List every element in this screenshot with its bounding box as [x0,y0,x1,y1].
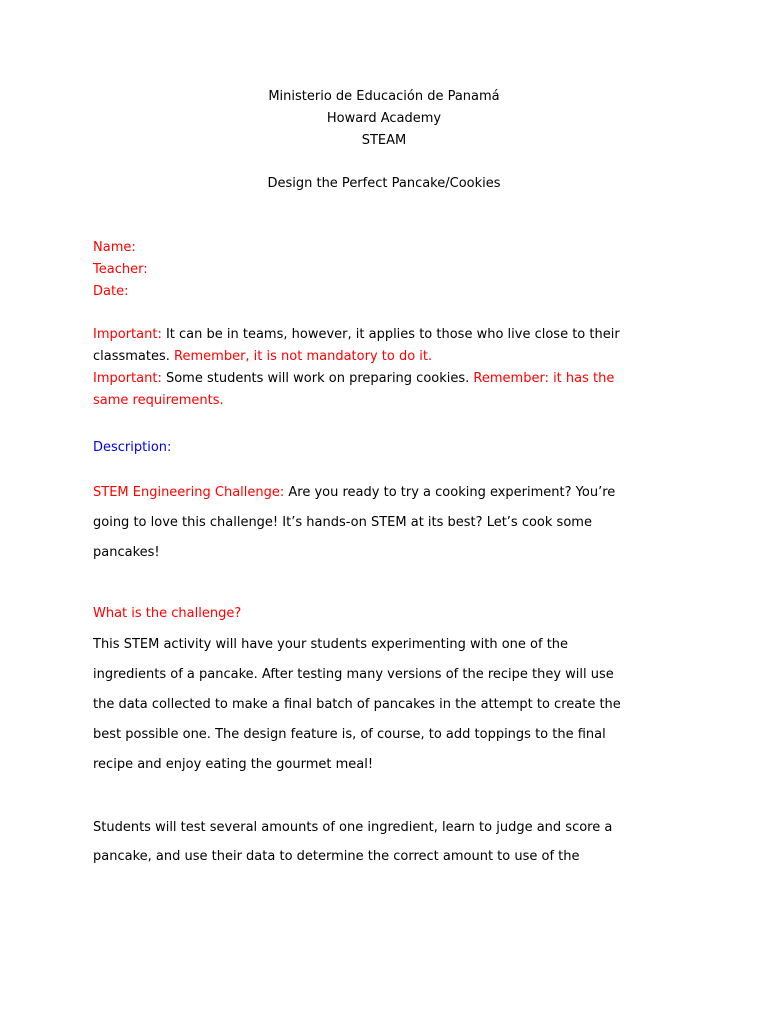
date-label: Date: [93,284,129,299]
document-title: Design the Perfect Pancake/Cookies [267,176,501,191]
challenge-line: the data collected to make a final batch of pancakes in the attempt to create the [93,697,621,712]
important-note-2-line-2: same requirements. [93,393,224,408]
program-line: STEAM [361,133,407,148]
stem-paragraph-line-1 [93,485,615,500]
description-heading: Description: [93,440,172,455]
remember-note: Remember: it has the [473,371,615,386]
remember-note: Remember, it is not mandatory to do it. [174,349,433,364]
ministry-line: Ministerio de Educación de Panamá [268,89,500,104]
stem-paragraph-line-2: going to love this challenge! It’s hands-on STEM at its best? Let’s cook some [93,515,592,530]
important-text: It can be in teams, however, it applies to those who live close to their [161,327,620,342]
important-text: Some students will work on preparing cookies. [161,371,474,386]
students-line: pancake, and use their data to determine the correct amount to use of the [93,849,580,864]
students-line: Students will test several amounts of one ingredient, learn to judge and score a [93,820,613,835]
challenge-line: recipe and enjoy eating the gourmet meal! [93,757,374,772]
important-note-2-line-1 [93,371,614,386]
stem-paragraph-line-3: pancakes! [93,545,160,560]
important-label: Important: [93,327,162,342]
teacher-label: Teacher: [93,262,148,277]
school-line: Howard Academy [326,111,442,126]
stem-text: Are you ready to try a cooking experiment? You’re [284,485,616,500]
stem-label: STEM Engineering Challenge: [93,485,285,500]
challenge-line: ingredients of a pancake. After testing many versions of the recipe they will use [93,667,614,682]
important-note-1-line-2 [93,349,432,364]
important-note-1-line-1 [93,327,620,342]
challenge-heading: What is the challenge? [93,606,242,621]
important-label: Important: [93,371,162,386]
important-text: classmates. [93,349,175,364]
challenge-line: best possible one. The design feature is, of course, to add toppings to the final [93,727,606,742]
challenge-line: This STEM activity will have your students experimenting with one of the [93,637,569,652]
name-label: Name: [93,240,136,255]
